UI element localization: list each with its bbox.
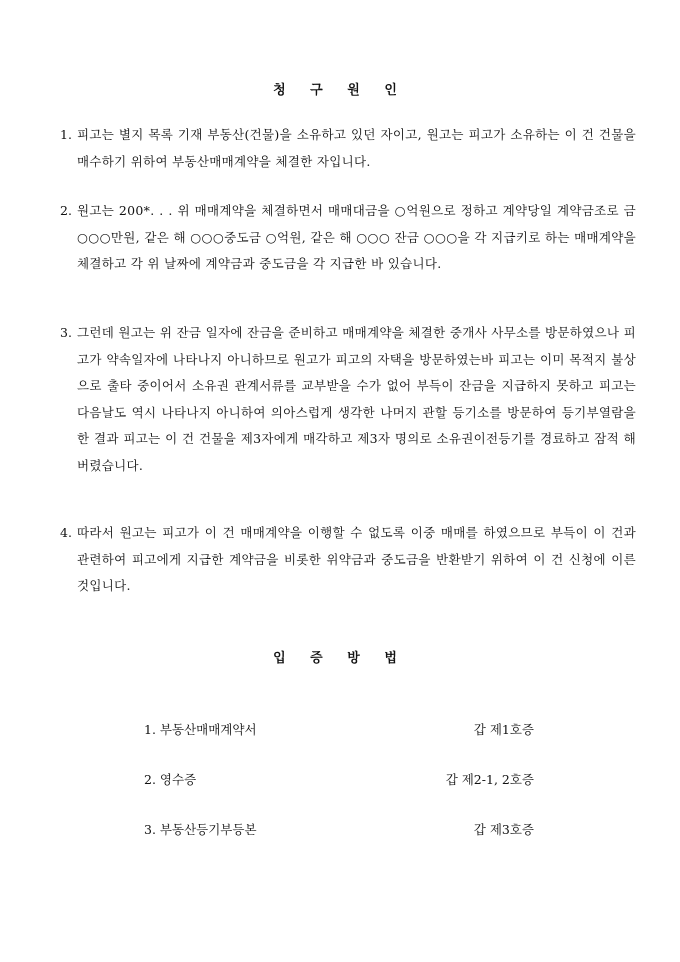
evidence-code: 갑 제1호증	[473, 722, 534, 737]
evidence-label: 부동산등기부등본	[159, 822, 257, 837]
paragraph-text: 따라서 원고는 피고가 이 건 매매계약을 이행할 수 없도록 이중 매매를 하였으므로 부득이 이 건과 관련하여 피고에게 지급한 계약금을 비롯한 위약금과 중도금을 반환받기 위하여 이 건 신청에 이른 것입니다.	[77, 525, 636, 594]
evidence-section-title: 입 증 방 법	[273, 651, 407, 666]
evidence-name	[144, 820, 257, 838]
claim-paragraph-3	[60, 320, 636, 480]
evidence-name	[144, 720, 257, 738]
claim-paragraph-1	[60, 122, 636, 175]
claim-section-title: 청 구 원 인	[273, 83, 407, 98]
evidence-name	[144, 770, 196, 788]
evidence-number: 2.	[144, 772, 156, 787]
paragraph-text: 피고는 별지 목록 기재 부동산(건물)을 소유하고 있던 자이고, 원고는 피고가 소유하는 이 건 건물을 매수하기 위하여 부동산매매계약을 체결한 자입니다.	[77, 127, 636, 169]
evidence-number: 1.	[144, 722, 156, 737]
evidence-number: 3.	[144, 822, 156, 837]
paragraph-text: 원고는 200*. . . 위 매매계약을 체결하면서 매매대금을 ○억원으로 정하고 계약당일 계약금조로 금 ○○○만원, 같은 해 ○○○중도금 ○억원, 같은 해 ○○○ 잔금 ○○○을 각 지급키로 하는 매매계약을 체결하고 각 위 날짜에 계약금과 중도금을 각 지급한 바 있습니다.	[77, 203, 636, 272]
claim-paragraph-4	[60, 520, 636, 600]
evidence-label: 영수증	[159, 772, 197, 787]
evidence-label: 부동산매매계약서	[159, 722, 257, 737]
claim-paragraph-2	[60, 198, 636, 278]
paragraph-number: 3.	[60, 325, 72, 340]
evidence-code: 갑 제3호증	[473, 822, 534, 837]
paragraph-number: 2.	[60, 203, 72, 218]
paragraph-text: 그런데 원고는 위 잔금 일자에 잔금을 준비하고 매매계약을 체결한 중개사 사무소를 방문하였으나 피고가 약속일자에 나타나지 아니하므로 원고가 피고의 자택을 방문하였는바 피고는 이미 목적지 불상으로 출타 중이어서 소유권 관계서류를 교부받을 수가 없어 부득이 잔금을 지급하지 못하고 피고는 다음날도 역시 나타나지 아니하여 의아스럽게 생각한 나머지 관할 등기소를 방문하여 등기부열람을 한 결과 피고는 이 건 건물을 제3자에게 매각하고 제3자 명의로 소유권이전등기를 경료하고 잠적 해 버렸습니다.	[77, 325, 636, 473]
evidence-item-3	[144, 820, 534, 840]
evidence-item-1	[144, 720, 534, 740]
evidence-code: 갑 제2-1, 2호증	[445, 772, 534, 787]
paragraph-number: 1.	[60, 127, 72, 142]
evidence-item-2	[144, 770, 534, 790]
paragraph-number: 4.	[60, 525, 72, 540]
